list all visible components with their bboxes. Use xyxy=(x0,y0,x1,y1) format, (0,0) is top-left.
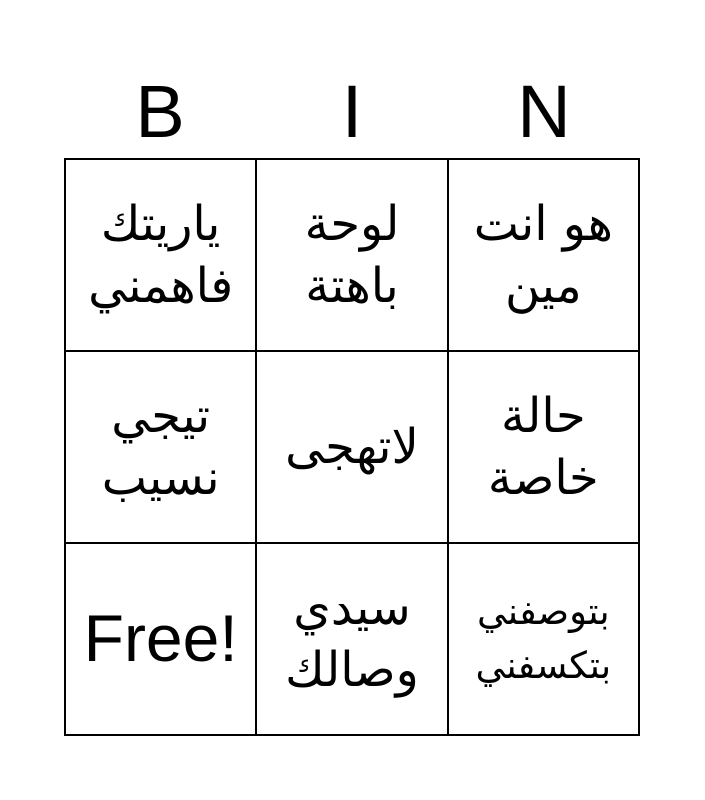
bingo-cell[interactable] xyxy=(66,352,257,544)
bingo-cell[interactable] xyxy=(449,160,640,352)
bingo-cell[interactable] xyxy=(449,352,640,544)
bingo-cell[interactable] xyxy=(449,544,640,736)
bingo-cell[interactable] xyxy=(66,160,257,352)
cell-text: لوحة باهتة xyxy=(304,195,400,314)
bingo-cell[interactable] xyxy=(257,352,448,544)
cell-text: هو انت مين xyxy=(473,195,613,314)
free-space-label: Free! xyxy=(83,601,238,676)
cell-text: حالة خاصة xyxy=(487,387,599,506)
header-letter-i: I xyxy=(341,70,363,153)
header-letter-n: N xyxy=(517,70,571,153)
cell-text: سيدي وصالك xyxy=(285,579,419,698)
cell-text: ياريتك فاهمني xyxy=(88,195,234,314)
cell-text: تيجي نسيب xyxy=(101,387,220,506)
bingo-cell[interactable] xyxy=(257,544,448,736)
cell-text: بتوصفني بتكسفني xyxy=(475,590,612,687)
bingo-grid xyxy=(64,158,640,736)
bingo-cell[interactable] xyxy=(257,160,448,352)
cell-text: لاتهجى xyxy=(285,418,419,475)
free-space-cell[interactable] xyxy=(66,544,257,736)
header-letter-b: B xyxy=(135,70,185,153)
